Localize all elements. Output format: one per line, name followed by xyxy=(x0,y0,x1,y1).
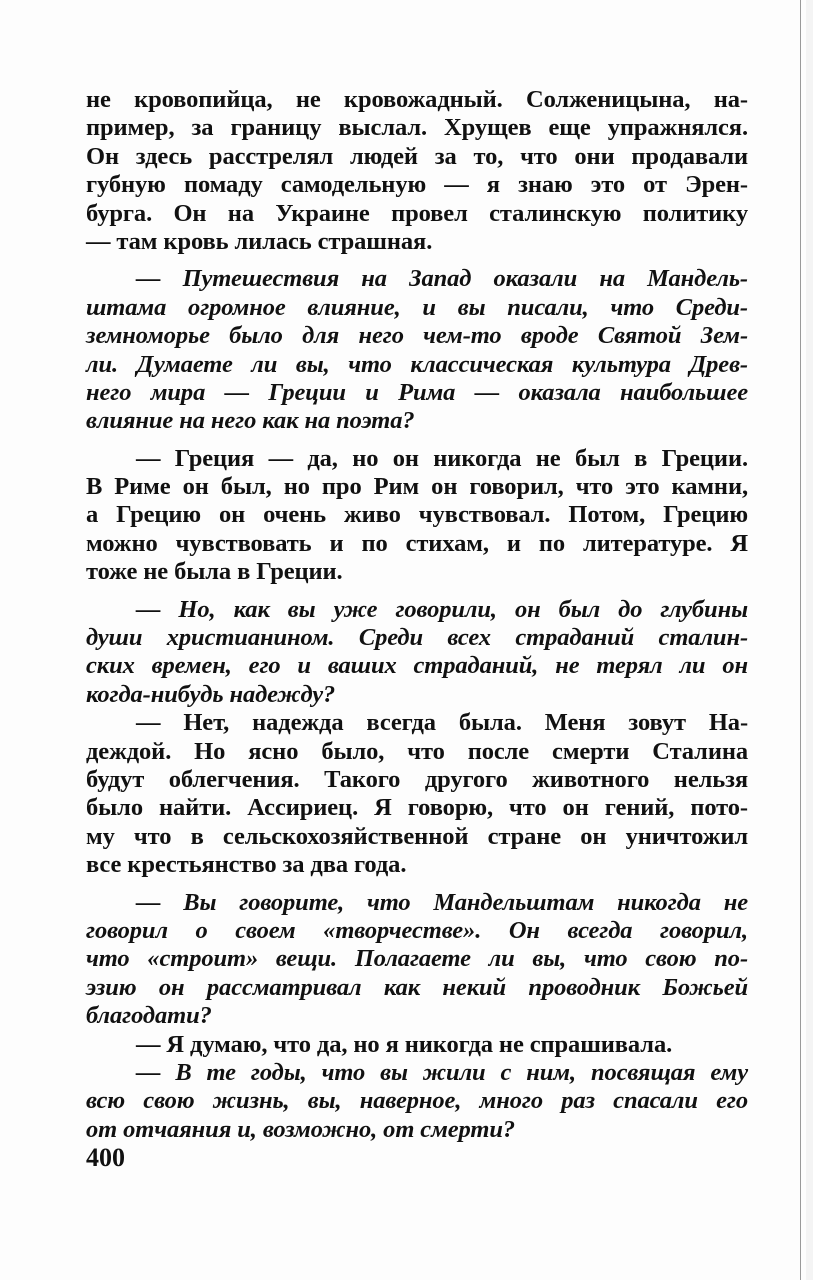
text-line: — Греция — да, но он никогда не был в Греции. xyxy=(136,444,748,472)
text-line: от отчаяния и, возможно, от смерти? xyxy=(86,1115,515,1143)
text-line: а Грецию он очень живо чувствовал. Потом, Грецию xyxy=(86,501,748,529)
text-line: тоже не была в Греции. xyxy=(86,558,343,586)
text-line: будут облегчения. Такого другого животного нельзя xyxy=(86,765,748,793)
text-line: не кровопийца, не кровожадный. Солженицына, на- xyxy=(86,86,748,113)
question-paragraph xyxy=(86,1059,748,1144)
text-line: говорил о своем «творчестве». Он всегда говорил, xyxy=(86,916,748,944)
page-body xyxy=(86,86,748,1144)
text-line: деждой. Но ясно было, что после смерти Сталина xyxy=(86,737,748,765)
text-line: благодати? xyxy=(86,1002,212,1030)
text-line: было найти. Ассириец. Я говорю, что он гений, пото- xyxy=(86,794,748,822)
answer-paragraph xyxy=(86,709,748,879)
text-line: — Нет, надежда всегда была. Меня зовут На- xyxy=(136,709,748,737)
text-line: — Вы говорите, что Мандельштам никогда не xyxy=(136,888,748,916)
text-line: пример, за границу выслал. Хрущев еще упражнялся. xyxy=(86,114,748,142)
text-line: можно чувствовать и по стихам, и по литературе. Я xyxy=(86,529,748,557)
question-paragraph xyxy=(86,889,748,1031)
text-line: штама огромное влияние, и вы писали, что Среди- xyxy=(86,293,748,321)
text-line: все крестьянство за два года. xyxy=(86,851,407,879)
text-line: — Но, как вы уже говорили, он был до глубины xyxy=(136,595,748,623)
text-line: — В те годы, что вы жили с ним, посвящая ему xyxy=(136,1058,748,1086)
answer-paragraph xyxy=(86,445,748,587)
scan-margin xyxy=(806,0,813,1280)
page-number: 400 xyxy=(86,1143,125,1172)
text-line: му что в сельскохозяйственной стране он уничтожил xyxy=(86,822,748,850)
text-line: — Я думаю, что да, но я никогда не спрашивала. xyxy=(136,1030,673,1058)
text-line: эзию он рассматривал как некий проводник Божьей xyxy=(86,973,748,1001)
answer-paragraph xyxy=(86,86,748,256)
page-edge-line xyxy=(800,0,801,1280)
question-paragraph xyxy=(86,265,748,435)
text-line: земноморье было для него чем-то вроде Святой Зем- xyxy=(86,322,748,350)
text-line: ских времен, его и ваших страданий, не терял ли он xyxy=(86,652,748,680)
text-line: души христианином. Среди всех страданий сталин- xyxy=(86,624,748,652)
text-line: ли. Думаете ли вы, что классическая культура Древ- xyxy=(86,350,748,378)
text-line: — Путешествия на Запад оказали на Мандель- xyxy=(136,265,748,293)
text-line: всю свою жизнь, вы, наверное, много раз спасали его xyxy=(86,1087,748,1115)
text-line: — там кровь лилась страшная. xyxy=(86,227,433,255)
text-line: В Риме он был, но про Рим он говорил, что это камни, xyxy=(86,473,748,501)
text-line: влияние на него как на поэта? xyxy=(86,407,415,435)
answer-paragraph xyxy=(86,1031,748,1059)
text-line: него мира — Греции и Рима — оказала наибольшее xyxy=(86,378,748,406)
question-paragraph xyxy=(86,596,748,710)
text-line: Он здесь расстрелял людей за то, что они продавали xyxy=(86,142,748,170)
text-line: бурга. Он на Украине провел сталинскую политику xyxy=(86,199,748,227)
text-line: что «строит» вещи. Полагаете ли вы, что свою по- xyxy=(86,945,748,973)
text-line: когда-нибудь надежду? xyxy=(86,680,336,708)
text-line: губную помаду самодельную — я знаю это от Эрен- xyxy=(86,171,748,199)
